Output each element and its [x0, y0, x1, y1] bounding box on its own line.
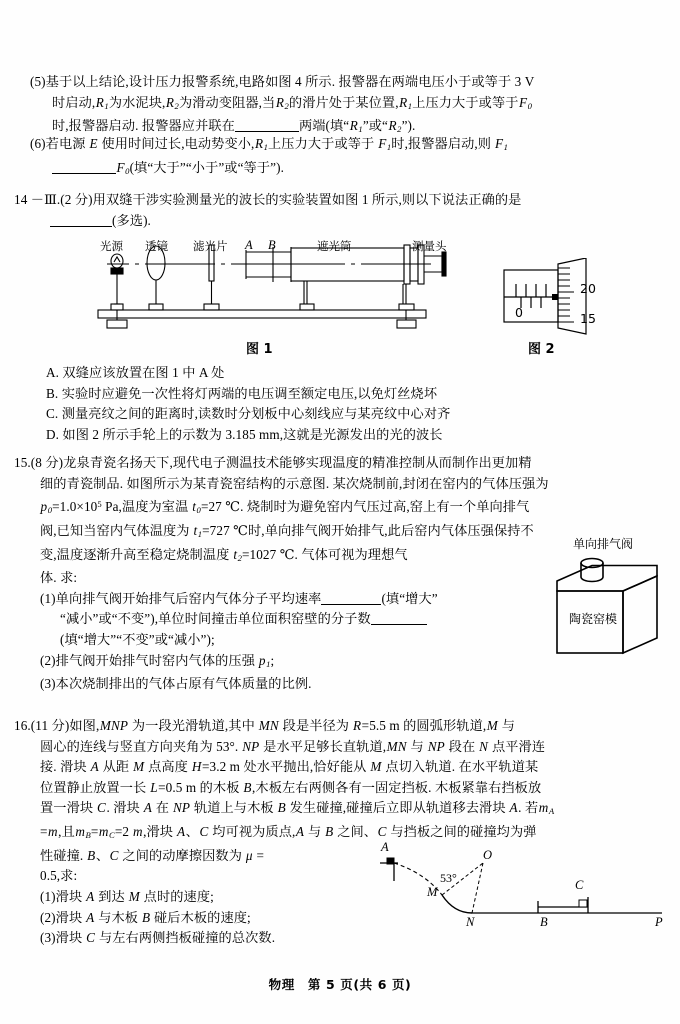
figure-2-micrometer [500, 258, 620, 338]
answer-blank[interactable] [235, 131, 299, 132]
figure1-label-a: A [245, 238, 253, 252]
q16-score: (11 分) [30, 718, 70, 733]
track-label-a: A [381, 840, 389, 854]
figure1-label-b: B [268, 238, 276, 252]
figure2-caption: 图 2 [528, 342, 555, 357]
q15-sub1-line3: (填“增大”“不变”或“减小”); [60, 632, 215, 648]
q14-stem-line2: (多选). [14, 211, 664, 232]
figure-track-mnp [380, 845, 670, 930]
figure1-label-lens: 透镜 [145, 239, 168, 253]
q14-option-d[interactable]: D. 如图 2 所示手轮上的示数为 3.185 mm,这就是光源发出的光的波长 [46, 426, 443, 442]
q15-line1: 15.(8 分)龙泉青瓷名扬天下,现代电子测温技术能够实现温度的精准控制从而制作出更加精 [14, 453, 664, 474]
q16-line8: 0.5,求: [40, 868, 78, 884]
q16-line6: =m,且$m_B=m_C=2$ m,滑块 A、C 均可视为质点,A 与 B 之间、C 与挡板之间的碰撞均为弹 [40, 824, 537, 841]
q15-line4: 阀,已知当窑内气体温度为 $t_1=727$ ℃时,单向排气阀开始排气,此后窑内气体压强保持不 [40, 522, 534, 539]
q13-item5-line1: (5)基于以上结论,设计压力报警系统,电路如图 4 所示. 报警器在两端电压小于或等于 3 V [30, 74, 535, 89]
q15-sub1-line2: “减小”或“不变”),单位时间撞击单位面积窑壁的分子数 [14, 609, 664, 630]
q16-sub3: (3)滑块 C 与左右两侧挡板碰撞的总次数. [40, 930, 276, 946]
q13-item5-line3: 时,报警器启动. 报警器应并联在 两端(填“$R_1$”或“$R_2$”). [52, 118, 416, 135]
question-13-item5 [30, 72, 655, 140]
track-label-m: M [427, 885, 438, 899]
figure2-scale-20: 20 [580, 281, 596, 296]
q13-item5-line2: 时启动$,R_1$为水泥块$,R_2$为滑动变阻器,当$R_2$的滑片处于某位置$,R_1$上压力大于或等于$F_0$ [52, 94, 533, 111]
figure2-scale-15: 15 [580, 311, 596, 326]
q16-line1: 16.(11 分)如图,MNP 为一段光滑轨道,其中 MN 段是半径为 R=5.5 m 的圆弧形轨道,M 与 [14, 716, 669, 737]
track-label-c: C [575, 878, 584, 892]
q15-line5: 变,温度逐渐升高至稳定烧制温度 $t_2=1027$ ℃. 气体可视为理想气 [40, 546, 408, 563]
kiln-body-label: 陶瓷窑模 [569, 612, 618, 626]
q16-sub2: (2)滑块 A 与木板 B 碰后木板的速度; [40, 909, 251, 925]
question-13-item6 [30, 134, 660, 181]
track-label-o: O [483, 848, 493, 862]
track-label-b: B [540, 915, 548, 929]
q16-line2: 圆心的连线与竖直方向夹角为 53°. NP 是水平足够长直轨道,MN 与 NP 段在 N 点平滑连 [40, 738, 546, 754]
q15-score: (8 分) [30, 455, 64, 470]
track-angle-label: 53° [440, 871, 457, 885]
answer-blank[interactable] [321, 604, 381, 605]
q16-sub1: (1)滑块 A 到达 M 点时的速度; [40, 889, 214, 905]
q16-line3: 接. 滑块 A 从距 M 点高度 H=3.2 m 处水平抛出,恰好能从 M 点切入轨道. 在水平轨道某 [40, 759, 539, 775]
figure1-caption: 图 1 [246, 342, 273, 357]
q15-number: 15. [14, 455, 31, 470]
figure2-scale-0: 0 [515, 305, 523, 320]
q15-sub2: (2)排气阀开始排气时窑内气体的压强 $p_1$; [40, 652, 275, 669]
q14-number: 14 －Ⅲ. [14, 192, 61, 207]
track-label-p: P [655, 915, 663, 929]
page-footer: 物理 第 5 页(共 6 页) [268, 977, 412, 992]
q15-line6: 体. 求: [40, 570, 78, 586]
question-14 [14, 190, 664, 231]
q14-option-c[interactable]: C. 测量亮纹之间的距离时,读数时分划板中心刻线应与某亮纹中心对齐 [46, 406, 451, 422]
figure1-label-tube: 遮光筒 [317, 239, 352, 253]
q16-line5: 置一滑块 C. 滑块 A 在 NP 轨道上与木板 B 发生碰撞,碰撞后立即从轨道移去滑块 A. 若$m_A$ [40, 800, 555, 817]
q16-number: 16. [14, 718, 31, 733]
kiln-valve-label: 单向排气阀 [573, 537, 634, 551]
q13-item6-line1: (6)若电源 E 使用时间过长,电动势变小$,R_1$上压力大于或等于 $F_1$时,报警器启动,则 $F_1$ [30, 136, 509, 153]
answer-blank[interactable] [371, 624, 427, 625]
figure1-label-light-source: 光源 [100, 239, 123, 253]
track-label-n: N [466, 915, 475, 929]
figure-kiln [545, 550, 675, 662]
q16-line7: 性碰撞. B、C 之间的动摩擦因数为 μ = [40, 847, 265, 863]
q15-line3: $p_0=1.0\times 10^5$ Pa,温度为室温 $t_0=27$ ℃. 烧制时为避免窑内气压过高,窑上有一个单向排气 [40, 499, 530, 516]
q15-sub1-line1: (1)单向排气阀开始排气后窑内气体分子平均速率 (填“增大” [40, 590, 438, 606]
q14-option-a[interactable]: A. 双缝应该放置在图 1 中 A 处 [46, 365, 225, 380]
q14-stem-line1: 14 －Ⅲ.(2 分)用双缝干涉实验测量光的波长的实验装置如图 1 所示,则以下说法正确的是 [14, 190, 664, 211]
q13-item6-line2: $F_0$(填“大于”“小于”或“等于”). [30, 158, 660, 182]
q15-line2: 细的青瓷制品. 如图所示为某青瓷窑结构的示意图. 某次烧制前,封闭在窑内的气体压强为 [40, 475, 549, 491]
q14-option-b[interactable]: B. 实验时应避免一次性将灯两端的电压调至额定电压,以免灯丝烧坏 [46, 385, 438, 401]
question-14-options [46, 363, 661, 445]
q15-sub3: (3)本次烧制排出的气体占原有气体质量的比例. [40, 676, 312, 692]
answer-blank[interactable] [50, 226, 112, 227]
q14-score: (2 分) [60, 192, 93, 207]
q16-line4: 位置静止放置一长 L=0.5 m 的木板 B,木板左右两侧各有一固定挡板. 木板紧靠右挡板放 [40, 779, 542, 795]
figure1-label-measuring-head: 测量头 [412, 239, 447, 253]
figure1-label-filter: 滤光片 [193, 239, 228, 253]
answer-blank[interactable] [52, 173, 116, 174]
